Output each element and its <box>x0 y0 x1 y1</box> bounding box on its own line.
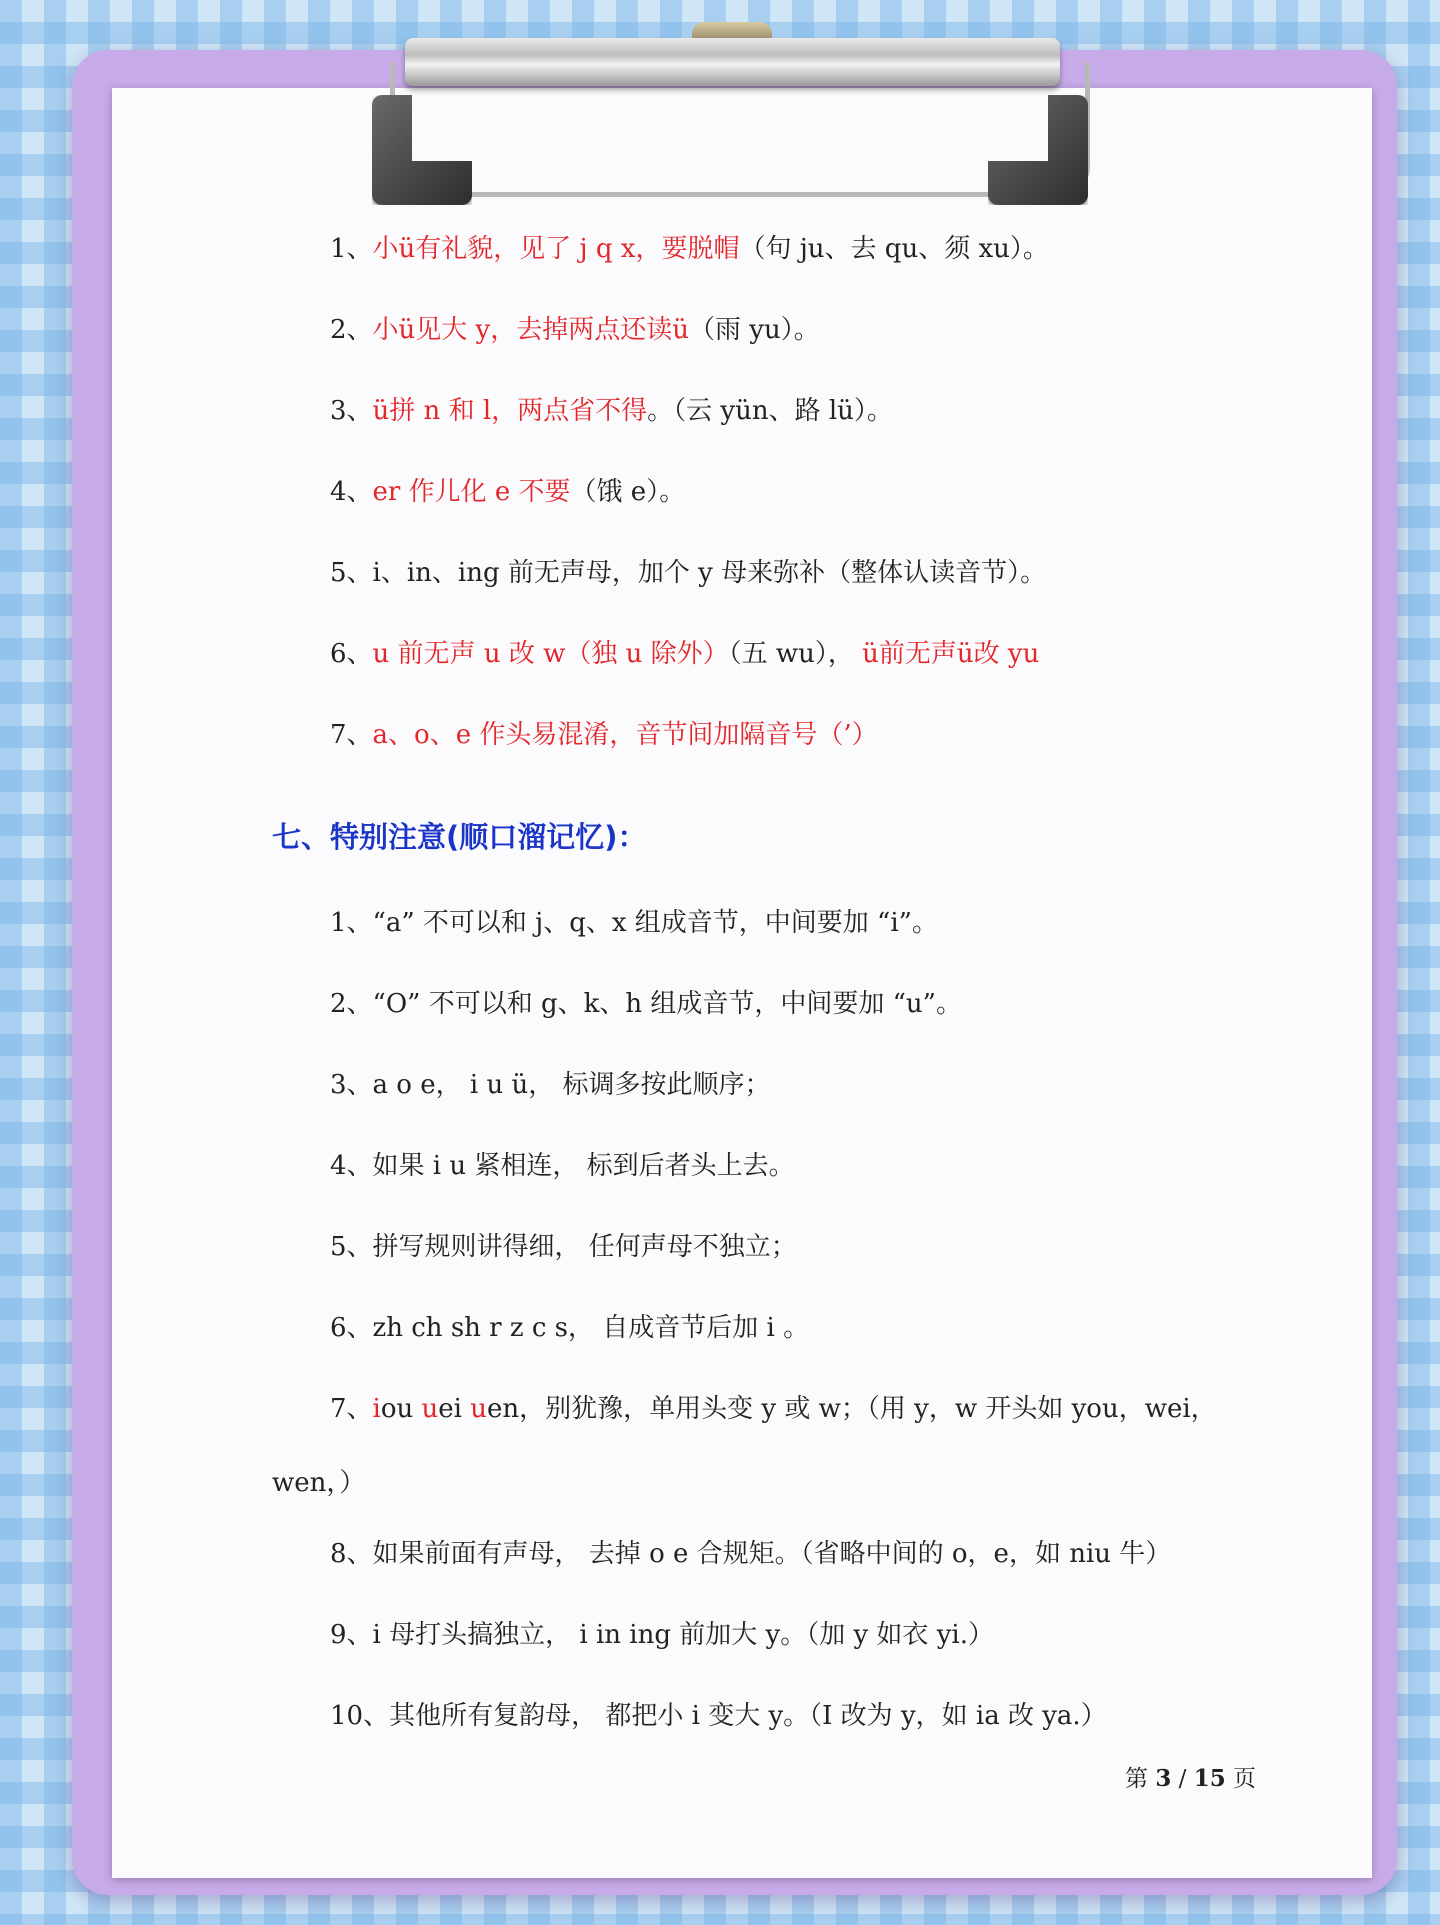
rule-3: 3、ü拼 n 和 l，两点省不得。（云 yün、路 lü）。 <box>330 396 893 426</box>
note-2: 2、“O” 不可以和 g、k、h 组成音节，中间要加 “u”。 <box>330 989 962 1019</box>
page-number: 第 3 / 15 页 <box>1125 1765 1257 1792</box>
section-heading: 七、特别注意(顺口溜记忆)： <box>272 820 647 854</box>
note-8: 8、如果前面有声母， 去掉 o e 合规矩。（省略中间的 o，e，如 niu 牛） <box>330 1539 1172 1569</box>
rule-1: 1、小ü有礼貌，见了 j q x，要脱帽（句 ju、去 qu、须 xu）。 <box>330 234 1049 264</box>
rule-7: 7、a、o、e 作头易混淆，音节间加隔音号（’） <box>330 720 878 750</box>
rule-4: 4、er 作儿化 e 不要（饿 e）。 <box>330 477 686 507</box>
note-5: 5、拼写规则讲得细， 任何声母不独立； <box>330 1232 797 1262</box>
rule-2: 2、小ü见大 y，去掉两点还读ü（雨 yu）。 <box>330 315 820 345</box>
note-6: 6、zh ch sh r z c s， 自成音节后加 i 。 <box>330 1313 810 1343</box>
clip-bar <box>405 38 1060 86</box>
note-7: 7、iou uei uen，别犹豫，单用头变 y 或 w；（用 y，w 开头如 you，wei， <box>330 1394 1217 1424</box>
note-10: 10、其他所有复韵母， 都把小 i 变大 y。（I 改为 y，如 ia 改 ya.） <box>330 1701 1107 1731</box>
paper-sheet <box>112 88 1372 1878</box>
rule-5: 5、i、in、ing 前无声母，加个 y 母来弥补（整体认读音节）。 <box>330 558 1047 588</box>
note-4: 4、如果 i u 紧相连， 标到后者头上去。 <box>330 1151 795 1181</box>
note-9: 9、i 母打头搞独立， i in ing 前加大 y。（加 y 如衣 yi.） <box>330 1620 994 1650</box>
note-7-continuation: wen，） <box>272 1468 366 1498</box>
note-3: 3、a o e， i u ü， 标调多按此顺序； <box>330 1070 771 1100</box>
rule-6: 6、u 前无声 u 改 w（独 u 除外）（五 wu）， ü前无声ü改 yu <box>330 639 1040 669</box>
note-1: 1、“a” 不可以和 j、q、x 组成音节，中间要加 “i”。 <box>330 908 938 938</box>
